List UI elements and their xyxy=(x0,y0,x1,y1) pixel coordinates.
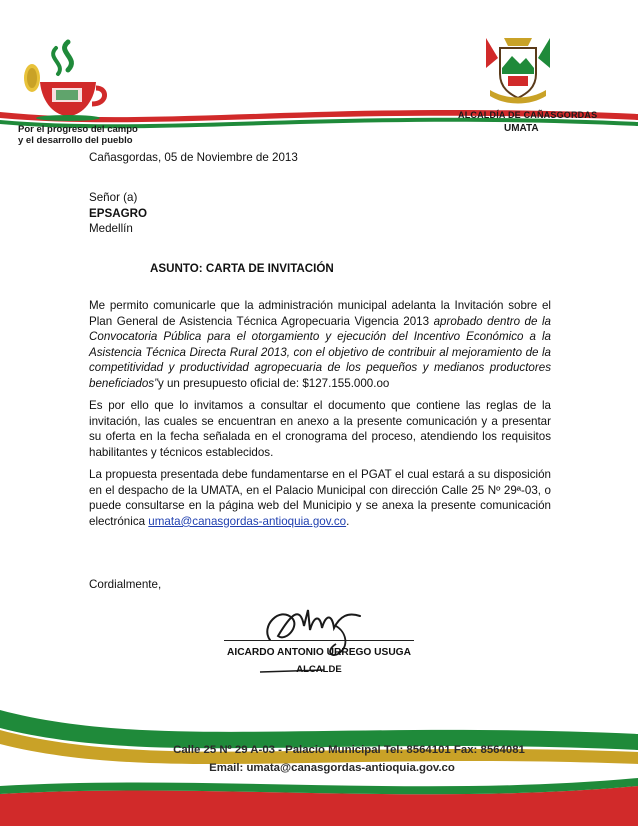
slogan xyxy=(18,124,138,146)
recipient-block xyxy=(89,190,147,237)
footer-email: Email: umata@canasgordas-antioquia.gov.co xyxy=(209,762,455,774)
signer-name: AICARDO ANTONIO URREGO USUGA xyxy=(227,647,411,658)
slogan-line-1: Por el progreso del campo xyxy=(18,124,138,135)
recipient-city: Medellín xyxy=(89,222,133,236)
paragraph-3 xyxy=(89,467,551,529)
coffee-cup-logo-icon xyxy=(18,38,108,122)
slogan-line-2: y el desarrollo del pueblo xyxy=(18,135,133,146)
letter-subject: ASUNTO: CARTA DE INVITACIÓN xyxy=(150,262,334,275)
paragraph-1 xyxy=(89,298,551,392)
paragraph-2: Es por ello que lo invitamos a consultar el documento que contiene las reglas de la invitación, las cuales se encuentran en anexo a la presente comunicación y a presentar su oferta en la fecha señalada en el cronograma del proceso, atendiendo los requisitos habilitantes y técnicos establecidos. xyxy=(89,399,551,459)
paragraph-1-text: Me permito comunicarle que la administración municipal adelanta la Invitación sobre el Plan General de Asistencia Técnica Agropecuaria Vigencia 2013 xyxy=(89,299,551,328)
footer-wave-decoration xyxy=(0,690,638,826)
municipal-crest-icon xyxy=(486,28,550,108)
letter-date: Cañasgordas, 05 de Noviembre de 2013 xyxy=(89,151,298,164)
salutation: Señor (a) xyxy=(89,191,138,204)
umata-label: UMATA xyxy=(504,123,539,134)
paragraph-3-text: La propuesta presentada debe fundamentarse en el PGAT el cual estará a su disposición en el despacho de la UMATA, en el Palacio Municipal con dirección Calle 25 Nº 29ª-03, o puede consultarse en la página web del Municipio y se anexa la presente comunicación electrónica xyxy=(89,468,551,528)
signature-line xyxy=(224,640,414,641)
email-link[interactable]: umata@canasgordas-antioquia.gov.co xyxy=(148,514,347,528)
footer-address: Calle 25 Nº 29 A-03 - Palacio Municipal Tel: 8564101 Fax: 8564081 xyxy=(173,744,525,756)
paragraph-3-end: . xyxy=(346,514,350,528)
closing: Cordialmente, xyxy=(89,578,162,591)
recipient-name: EPSAGRO xyxy=(89,206,147,220)
alcaldia-label: ALCALDÍA DE CAÑASGORDAS xyxy=(458,110,598,120)
paragraph-1-italic: aprobado dentro de la Convocatoria Pública para el otorgamiento y ejecución del Incentivo Económico a la Asistencia Técnica Directa Rural 2013, con el objetivo de contribuir al mejoramiento de la competitividad y productividad agropecuaria de los pequeños y medianos productores beneficiados” xyxy=(89,314,552,390)
signer-role: ALCALDE xyxy=(296,664,342,675)
paragraph-1-tail: y un presupuesto oficial de: $127.155.000.oo xyxy=(157,376,390,390)
